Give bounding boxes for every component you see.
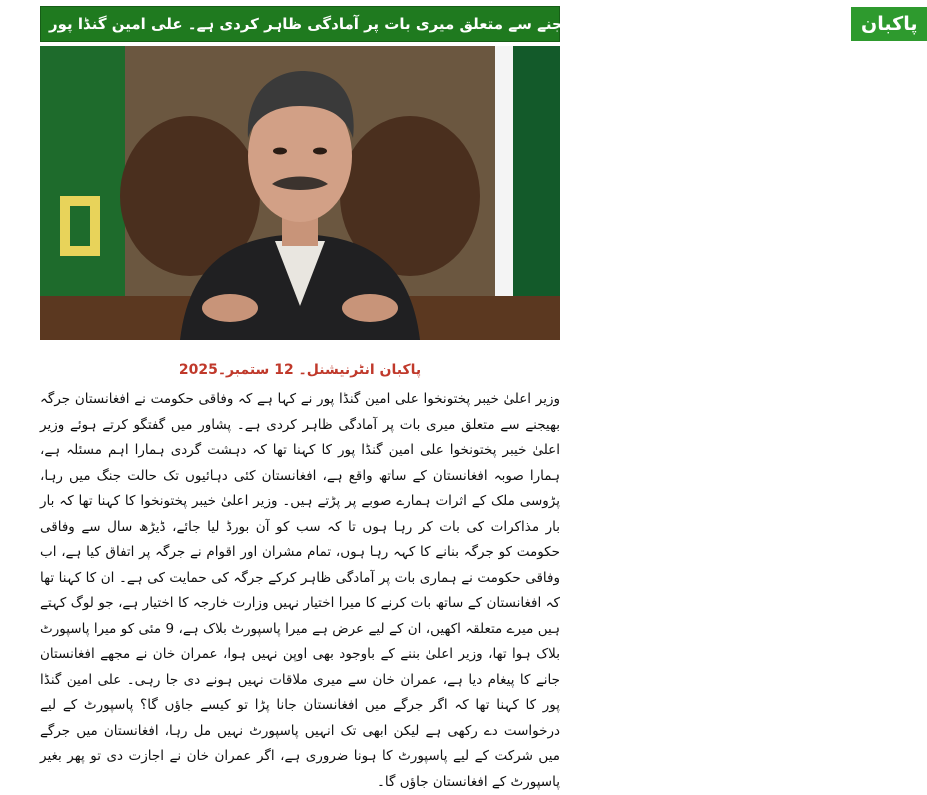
dateline: پاکبان انٹرنیشنل۔ 12 ستمبر۔2025 <box>178 362 422 378</box>
person-portrait-icon <box>40 46 560 340</box>
brand-logo: پاکبان <box>849 7 927 41</box>
headline-text: وفاقی حکومت نے افغانستان جرگہ بھیجنے سے متعلق میری بات پر آمادگی ظاہر کردی ہے۔ علی امین گنڈا پور <box>49 15 842 33</box>
headline-banner <box>40 6 918 42</box>
news-photo <box>40 46 560 340</box>
article-body: وزیر اعلیٰ خیبر پختونخوا علی امین گنڈا پور نے کہا ہے کہ وفاقی حکومت نے افغانستان جرگہ بھیجنے سے متعلق میری بات پر آمادگی ظاہر کردی ہے۔ پشاور میں گفتگو کرتے ہوئے وزیر اعلیٰ خیبر پختونخوا علی امین گنڈا پور کا کہنا تھا کہ دہشت گردی ہمارا اہم مسئلہ ہے، ہمارا صوبہ افغانستان کے ساتھ واقع ہے، افغانستان کئی دہائیوں تک حالت جنگ میں رہا، پڑوسی ملک کے اثرات ہمارے صوبے پر پڑتے ہیں۔ وزیر اعلیٰ خیبر پختونخوا کا کہنا تھا کہ بار بار مذاکرات کی بات کر رہا ہوں تا کہ سب کو آن بورڈ لیا جائے، ڈیڑھ سال سے وفاقی حکومت کو جرگہ بنانے کا کہہ رہا ہوں، تمام مشران اور اقوام نے جرگہ پر اتفاق کیا ہے، اب وفاقی حکومت نے ہماری بات پر آمادگی ظاہر کرکے جرگہ کی حمایت کی ہے۔ ان کا کہنا تھا کہ افغانستان کے ساتھ بات کرنے کا میرا اختیار نہیں وزارت خارجہ کا اختیار ہے، جو لوگ کہتے ہیں میرے متعلقہ اکھیں، ان کے لیے عرض ہے میرا پاسپورٹ بلاک ہے، 9 مئی کو میرا پاسپورٹ بلاک ہوا تھا، وزیر اعلیٰ بننے کے باوجود بھی اوپن نہیں ہوا، عمران خان نے مجھے افغانستان جانے کا پیغام دیا ہے، عمران خان سے میری ملاقات نہیں ہونے دی جا رہی۔ علی امین گنڈا پور کا کہنا تھا کہ اگر جرگے میں افغانستان جانا پڑا تو کیسے جاؤں گا؟ پاسپورٹ کے لیے درخواست دے رکھی ہے لیکن ابھی تک انہیں پاسپورٹ نہیں مل رہا، افغانستان میں جرگے میں شرکت کے لیے پاسپورٹ کا ہونا ضروری ہے، اگر عمران خان نے اجازت دی تو پھر بغیر پاسپورٹ کے افغانستان جاؤں گا۔ <box>40 391 560 790</box>
